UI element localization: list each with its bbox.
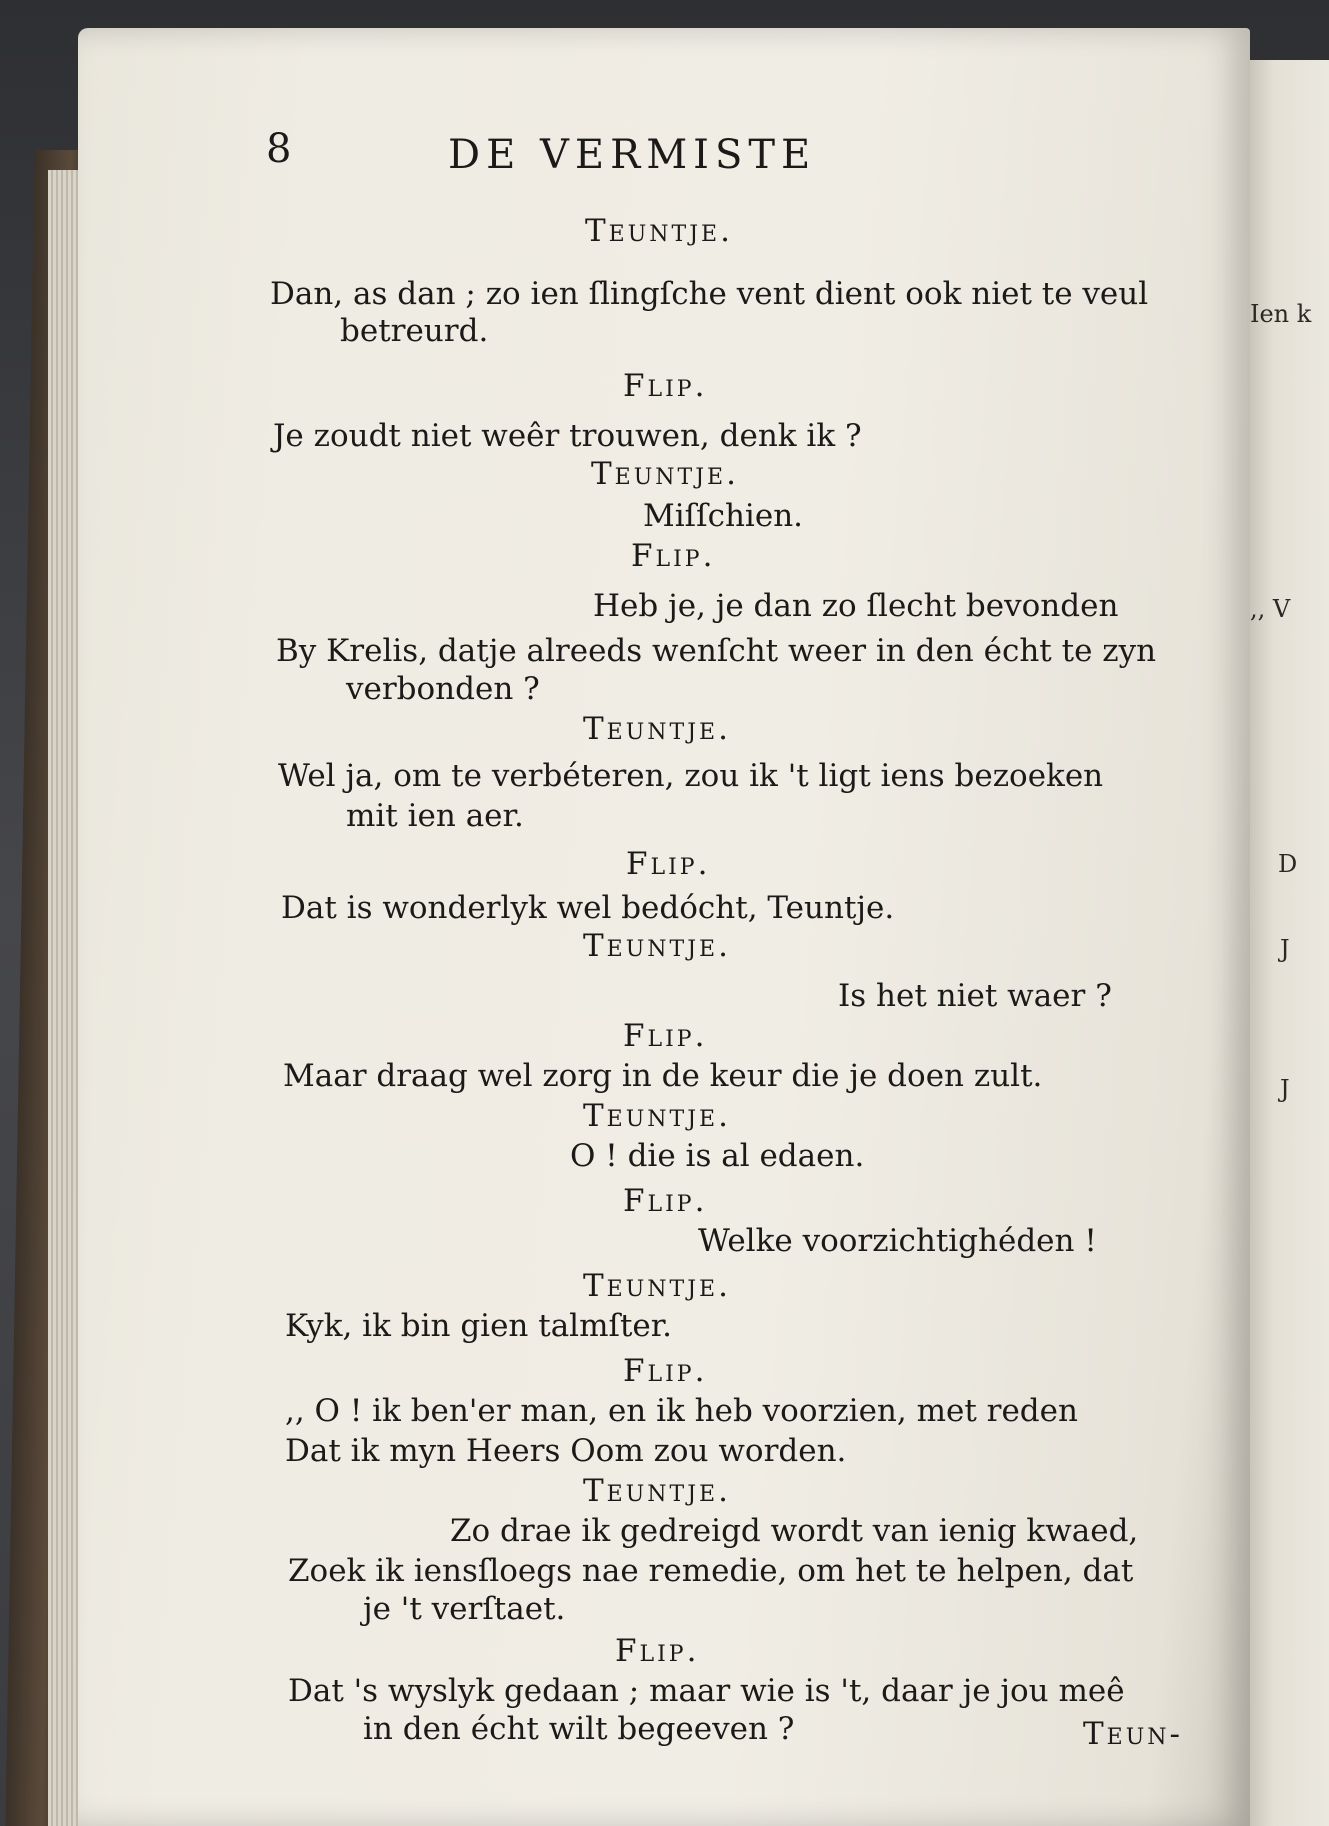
verse-line: Dat ik myn Heers Oom zou worden.	[285, 1433, 847, 1469]
facing-fragment: D	[1278, 850, 1298, 878]
speaker-name: Teuntje.	[583, 1473, 731, 1509]
facing-fragment: ,, V	[1250, 595, 1291, 623]
verse-line: Zo drae ik gedreigd wordt van ienig kwaed,	[450, 1513, 1139, 1549]
verse-line: Miſſchien.	[643, 498, 804, 534]
speaker-name: Flip.	[623, 1353, 708, 1389]
verse-line: Welke voorzichtighéden !	[698, 1223, 1097, 1259]
verse-line: Zoek ik iensſloegs nae remedie, om het te helpen, dat	[288, 1553, 1134, 1589]
verse-line: Dat is wonderlyk wel bedócht, Teuntje.	[281, 890, 895, 926]
speaker-name: Flip.	[623, 368, 708, 404]
verse-line: mit ien aer.	[346, 798, 524, 834]
book-page	[78, 28, 1250, 1826]
facing-fragment: J	[1280, 935, 1290, 963]
speaker-name: Teuntje.	[583, 1098, 731, 1134]
verse-line: Maar draag wel zorg in de keur die je doen zult.	[283, 1058, 1043, 1094]
speaker-name: Flip.	[623, 1183, 708, 1219]
verse-line: Wel ja, om te verbéteren, zou ik 't ligt iens bezoeken	[278, 758, 1104, 794]
verse-line: betreurd.	[340, 313, 489, 349]
verse-line: ,, O ! ik ben'er man, en ik heb voorzien, met reden	[285, 1393, 1078, 1429]
facing-fragment: J	[1280, 1075, 1290, 1103]
speaker-name: Teuntje.	[583, 928, 731, 964]
speaker-name: Teuntje.	[583, 1268, 731, 1304]
verse-line: Heb je, je dan zo ſlecht bevonden	[593, 588, 1119, 624]
speaker-name: Flip.	[615, 1633, 700, 1669]
verse-line: Je zoudt niet weêr trouwen, denk ik ?	[273, 418, 862, 454]
verse-line: Dan, as dan ; zo ien ſlingſche vent dient ook niet te veul	[270, 276, 1149, 312]
running-title: DE VERMISTE	[448, 132, 817, 178]
verse-line: By Krelis, datje alreeds wenſcht weer in den écht te zyn	[276, 633, 1157, 669]
verse-line: Is het niet waer ?	[838, 978, 1112, 1014]
speaker-name: Flip.	[631, 538, 716, 574]
verse-line: Kyk, ik bin gien talmſter.	[285, 1308, 673, 1344]
verse-line: Dat 's wyslyk gedaan ; maar wie is 't, daar je jou meê	[288, 1673, 1125, 1709]
verse-line: O ! die is al edaen.	[570, 1138, 865, 1174]
speaker-name: Flip.	[626, 846, 711, 882]
speaker-name: Flip.	[623, 1018, 708, 1054]
facing-page	[1250, 60, 1329, 1826]
verse-line: je 't verſtaet.	[363, 1591, 566, 1627]
verse-line: in den écht wilt begeeven ?	[363, 1711, 795, 1747]
speaker-name: Teuntje.	[583, 711, 731, 747]
speaker-name: Teuntje.	[591, 456, 739, 492]
speaker-name: Teuntje.	[585, 213, 733, 249]
verse-line: verbonden ?	[346, 671, 540, 707]
page-number: 8	[266, 126, 292, 172]
catchword: Teun-	[1083, 1716, 1184, 1752]
facing-fragment: Ien k	[1250, 300, 1312, 328]
